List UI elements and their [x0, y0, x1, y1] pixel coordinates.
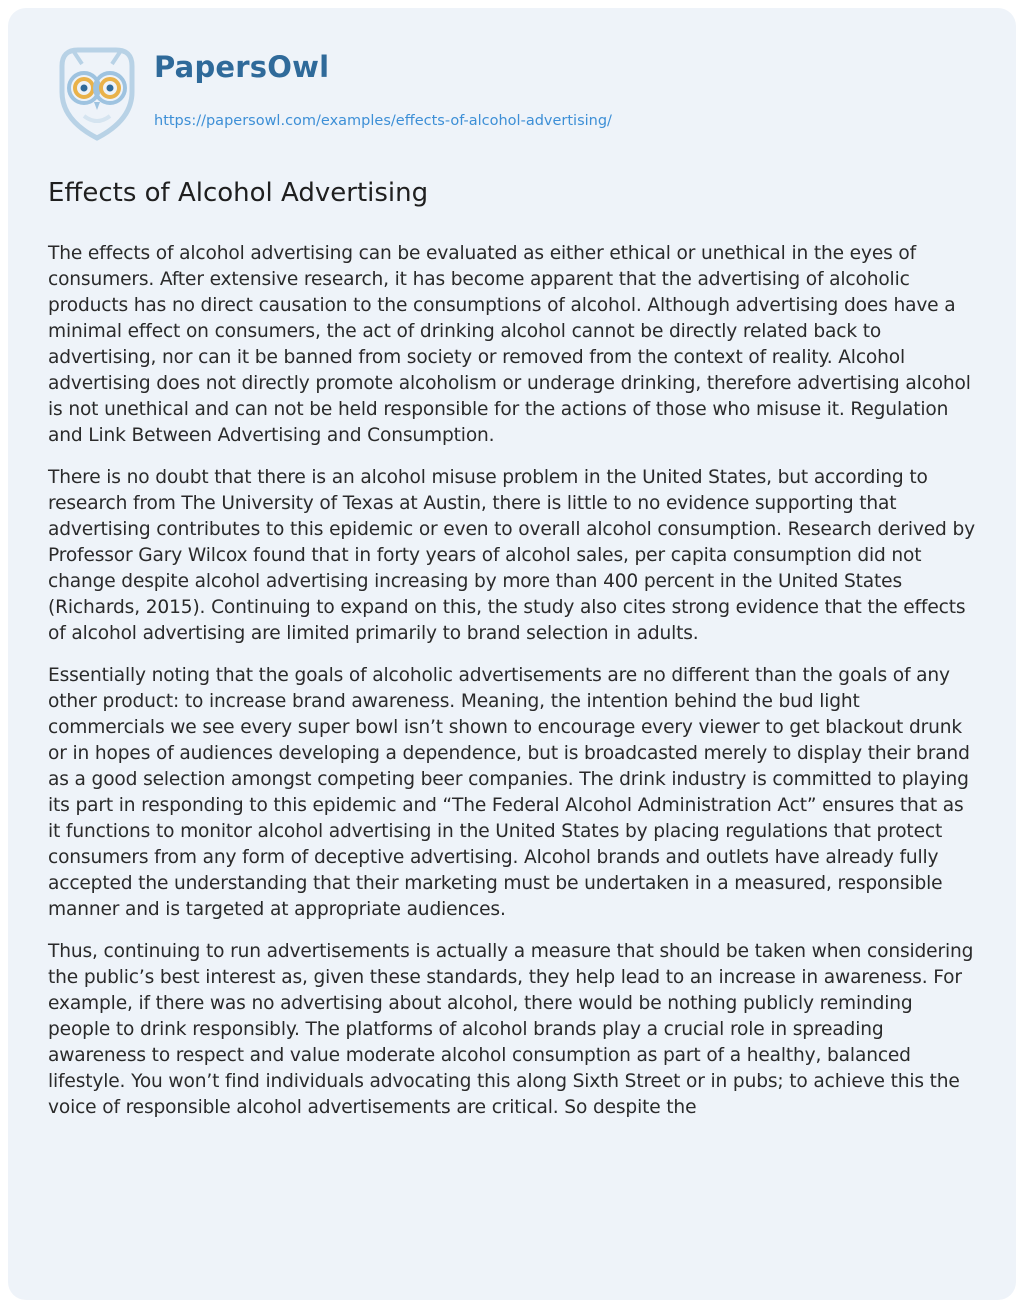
- document-card: [8, 8, 1016, 1300]
- brand-name[interactable]: PapersOwl: [154, 50, 330, 84]
- paragraph: Essentially noting that the goals of alcoholic advertisements are no different than the goals of any other product: to increase brand awareness. Meaning, the intention behind the bud light commercials we see every super bowl isn’t shown to encourage every viewer to get blackout drunk or in hopes of audiences developing a dependence, but is broadcasted merely to display their brand as a good selection amongst competing beer companies. The drink industry is committed to playing its part in responding to this epidemic and “The Federal Alcohol Administration Act” ensures that as it functions to monitor alcohol advertising in the United States by placing regulations that protect consumers from any form of deceptive advertising. Alcohol brands and outlets have already fully accepted the understanding that their marketing must be undertaken in a measured, responsible manner and is targeted at appropriate audiences.: [48, 665, 970, 920]
- essay-body: [48, 241, 980, 1137]
- header: [54, 42, 954, 142]
- paragraph: The effects of alcohol advertising can be evaluated as either ethical or unethical in the eyes of consumers. After extensive research, it has become apparent that the advertising of alcoholic products has no direct causation to the consumptions of alcohol. Although advertising does have a minimal effect on consumers, the act of drinking alcohol cannot be directly related back to advertising, nor can it be banned from society or removed from the context of reality. Alcohol advertising does not directly promote alcoholism or underage drinking, therefore advertising alcohol is not unethical and can not be held responsible for the actions of those who misuse it. Regulation and Link Between Advertising and Consumption.: [48, 243, 971, 446]
- owl-logo-icon: [54, 42, 140, 142]
- paragraph: There is no doubt that there is an alcohol misuse problem in the United States, but according to research from The University of Texas at Austin, there is little to no evidence supporting that advertising contributes to this epidemic or even to overall alcohol consumption. Research derived by Professor Gary Wilcox found that in forty years of alcohol sales, per capita consumption did not change despite alcohol advertising increasing by more than 400 percent in the United States (Richards, 2015). Continuing to expand on this, the study also cites strong evidence that the effects of alcohol advertising are limited primarily to brand selection in adults.: [48, 467, 975, 644]
- page-title: Effects of Alcohol Advertising: [48, 178, 429, 208]
- paragraph: Thus, continuing to run advertisements is actually a measure that should be taken when considering the public’s best interest as, given these standards, they help lead to an increase in awareness. For example, if there was no advertising about alcohol, there would be nothing publicly reminding people to drink responsibly. The platforms of alcohol brands play a crucial role in spreading awareness to respect and value moderate alcohol consumption as part of a healthy, balanced lifestyle. You won’t find individuals advocating this along Sixth Street or in pubs; to achieve this the voice of responsible alcohol advertisements are critical. So despite the: [48, 941, 974, 1118]
- source-url-link[interactable]: https://papersowl.com/examples/effects-of-alcohol-advertising/: [154, 113, 612, 129]
